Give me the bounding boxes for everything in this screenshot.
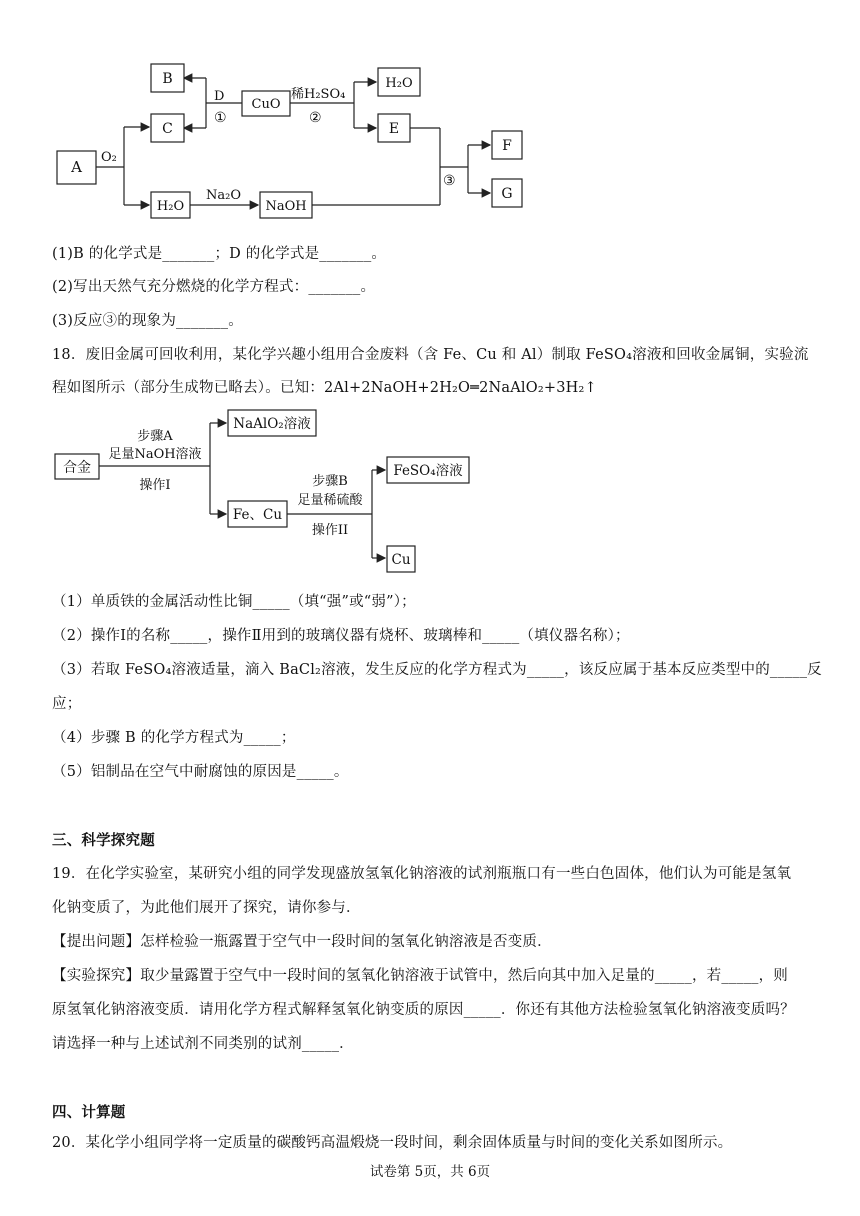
q20-line1: 20．某化学小组同学将一定质量的碳酸钙高温煅烧一段时间，剩余固体质量与时间的变化关系如图所示。: [52, 1135, 733, 1151]
label-reagent2: 稀H₂SO₄: [291, 87, 346, 102]
box-cu: [387, 546, 415, 572]
section4-title: 四、计算题: [52, 1104, 126, 1121]
box-E: [378, 114, 410, 142]
q18-part5: （5）铝制品在空气中耐腐蚀的原因是_____。: [52, 764, 349, 780]
box-F: [492, 131, 522, 159]
q18-part3-line1: （3）若取 FeSO₄溶液适量，滴入 BaCl₂溶液，发生反应的化学方程式为_____，该反应属于基本反应类型中的_____反: [52, 662, 822, 678]
label-stepB: 步骤B: [312, 474, 348, 489]
label-stepA: 步骤A: [137, 429, 173, 444]
box-C: [151, 114, 184, 142]
svg-text:G: G: [501, 186, 513, 202]
box-NaOH: [260, 192, 312, 218]
section3-title: 三、科学探究题: [52, 832, 155, 849]
svg-text:F: F: [502, 138, 512, 154]
label-Na2O: Na₂O: [206, 188, 241, 203]
q17-part1: (1)B 的化学式是_______；D 的化学式是_______。: [52, 246, 387, 262]
box-H2O-top: [378, 68, 420, 96]
q19-experiment-line1: 【实验探究】取少量露置于空气中一段时间的氢氧化钠溶液于试管中，然后向其中加入足量的_____，若_____，则: [52, 968, 788, 984]
box-A: [57, 151, 96, 184]
box-B: [151, 64, 184, 92]
q19-experiment-line2: 原氢氧化钠溶液变质．请用化学方程式解释氢氧化钠变质的原因_____．你还有其他方法检验氢氧化钠溶液变质吗？: [52, 1002, 795, 1018]
q18-part1: （1）单质铁的金属活动性比铜_____（填“强”或“弱”）；: [52, 594, 416, 610]
page-footer: 试卷第 5页，共 6页: [369, 1164, 491, 1180]
label-D: D: [214, 89, 225, 104]
label-O2: O₂: [101, 150, 117, 165]
label-opII: 操作II: [311, 523, 349, 538]
svg-text:H₂O: H₂O: [156, 199, 185, 214]
label-step3: ③: [443, 173, 456, 189]
reaction-flow-diagram: [0, 0, 860, 225]
label-opI: 操作I: [139, 478, 171, 493]
q17-part3: (3)反应③的现象为_______。: [52, 313, 243, 329]
q18-part2: （2）操作Ⅰ的名称_____，操作Ⅱ用到的玻璃仪器有烧杯、玻璃棒和_____（填仪器名称）；: [52, 628, 630, 644]
svg-text:合金: 合金: [63, 460, 91, 476]
box-fecu: [228, 501, 287, 527]
alloy-process-diagram: [0, 400, 860, 580]
svg-text:NaAlO₂溶液: NaAlO₂溶液: [233, 416, 311, 432]
box-G: [492, 179, 522, 207]
q18-intro-line2: 程如图所示（部分生成物已略去）。已知：2Al+2NaOH+2H₂O═2NaAlO₂+3H₂↑: [52, 380, 597, 396]
svg-text:B: B: [162, 71, 173, 87]
q19-experiment-line3: 请选择一种与上述试剂不同类别的试剂_____．: [52, 1036, 354, 1052]
svg-text:C: C: [162, 121, 173, 137]
q18-intro-line1: 18．废旧金属可回收利用，某化学兴趣小组用合金废料（含 Fe、Cu 和 Al）制取 FeSO₄溶液和回收金属铜，实验流: [52, 347, 809, 363]
svg-text:FeSO₄溶液: FeSO₄溶液: [393, 463, 463, 479]
q17-part2: (2)写出天然气充分燃烧的化学方程式：_______。: [52, 279, 376, 295]
q18-part3-line2: 应；: [52, 696, 82, 712]
svg-text:Fe、Cu: Fe、Cu: [232, 507, 283, 523]
svg-text:CuO: CuO: [251, 97, 281, 112]
box-H2O-bottom: [151, 192, 190, 218]
svg-text:A: A: [71, 158, 82, 176]
label-stepB-reagent: 足量稀硫酸: [297, 493, 363, 508]
q18-part4: （4）步骤 B 的化学方程式为_____；: [52, 730, 296, 746]
box-CuO: [242, 91, 290, 116]
label-step2: ②: [309, 110, 322, 126]
q19-line1: 19．在化学实验室，某研究小组的同学发现盛放氢氧化钠溶液的试剂瓶瓶口有一些白色固体，他们认为可能是氢氧: [52, 866, 792, 882]
box-naalo2: [228, 410, 316, 436]
q19-question: 【提出问题】怎样检验一瓶露置于空气中一段时间的氢氧化钠溶液是否变质．: [52, 934, 552, 950]
box-alloy: [55, 454, 99, 479]
label-step1: ①: [214, 110, 227, 126]
svg-text:Cu: Cu: [391, 552, 411, 568]
box-feso4: [387, 457, 469, 483]
svg-text:H₂O: H₂O: [385, 76, 413, 91]
label-stepA-reagent: 足量NaOH溶液: [108, 447, 202, 462]
q19-line2: 化钠变质了，为此他们展开了探究，请你参与．: [52, 900, 361, 916]
svg-text:NaOH: NaOH: [265, 199, 307, 214]
svg-text:E: E: [388, 121, 400, 137]
